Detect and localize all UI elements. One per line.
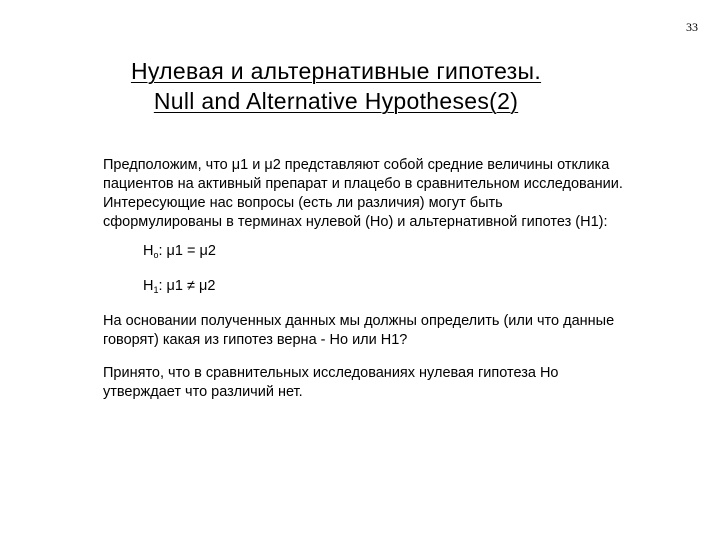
slide-body xyxy=(103,156,623,402)
decision-paragraph: На основании полученных данных мы должны определить (или что данные говорят) какая из гипотез верна - Но или Н1? xyxy=(103,313,615,348)
slide-number: 33 xyxy=(686,20,698,34)
convention-paragraph: Принято, что в сравнительных исследованиях нулевая гипотеза Но утверждает что различий нет. xyxy=(103,365,559,400)
alternative-hypothesis-subscript: 1 xyxy=(153,285,159,295)
null-hypothesis-subscript: o xyxy=(153,250,159,260)
title-line-russian: Нулевая и альтернативные гипотезы. xyxy=(130,58,542,84)
null-hypothesis: $H_o$: μ1 = μ2 xyxy=(143,243,216,260)
title-line-english: Null and Alternative Hypotheses(2) xyxy=(153,88,519,114)
intro-paragraph: Предположим, что μ1 и μ2 представляют собой средние величины отклика пациентов на активный препарат и плацебо в сравнительном исследовании. Интересующие нас вопросы (есть ли различия) могут быть сформулированы в терминах нулевой (Но) и альтернативной гипотез (Н1): xyxy=(103,157,623,230)
alternative-hypothesis: $H_1$: μ1 ≠ μ2 xyxy=(143,278,216,295)
slide-title xyxy=(0,56,672,116)
